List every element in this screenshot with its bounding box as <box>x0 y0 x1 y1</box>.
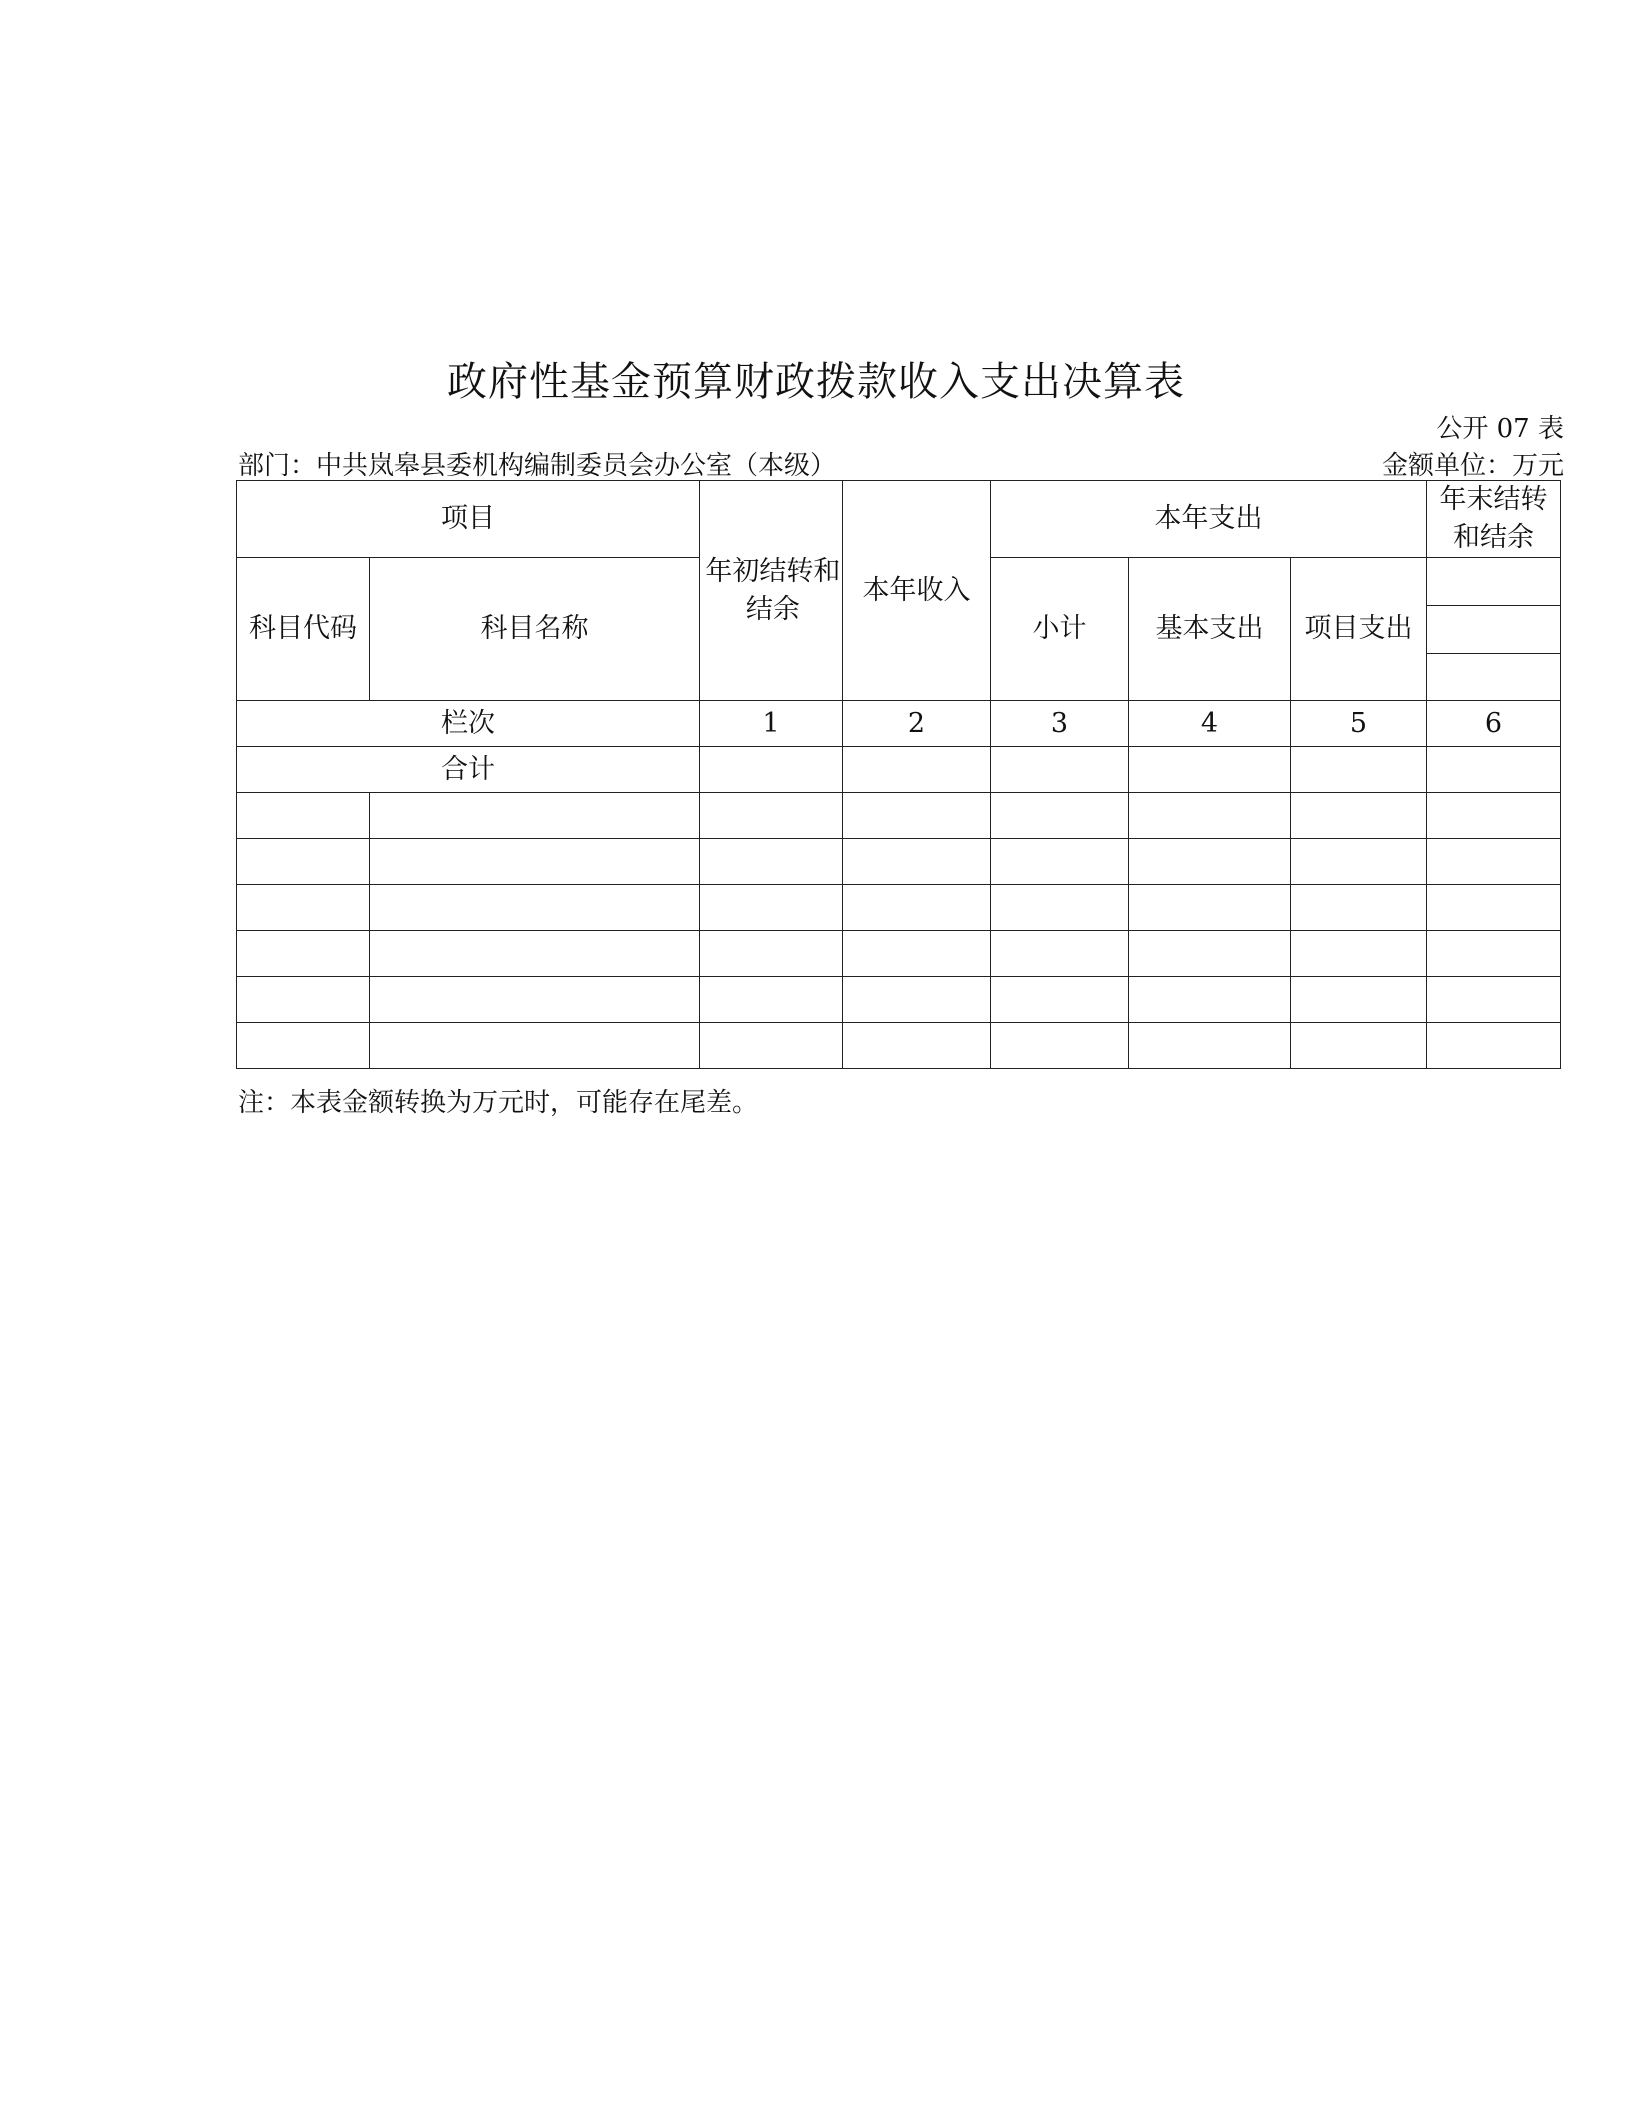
total-cell <box>1129 747 1291 793</box>
table-cell <box>1291 839 1427 885</box>
table-cell <box>843 977 991 1023</box>
header-project: 项目支出 <box>1291 558 1427 701</box>
table-cell <box>237 1023 370 1069</box>
table-cell <box>700 931 843 977</box>
header-code: 科目代码 <box>237 558 370 701</box>
table-cell <box>991 885 1129 931</box>
table-cell <box>237 839 370 885</box>
form-number: 公开 07 表 <box>1436 414 1564 444</box>
table-cell <box>370 839 700 885</box>
table-cell <box>1129 977 1291 1023</box>
department-label: 部门：中共岚皋县委机构编制委员会办公室（本级） <box>238 451 837 481</box>
table-cell <box>1427 977 1561 1023</box>
table-cell <box>1427 793 1561 839</box>
header-item: 项目 <box>237 481 700 558</box>
table-cell <box>1129 885 1291 931</box>
table-cell <box>1291 977 1427 1023</box>
table-cell <box>237 931 370 977</box>
table-cell <box>237 977 370 1023</box>
table-cell <box>991 977 1129 1023</box>
table-cell <box>370 793 700 839</box>
table-cell <box>991 839 1129 885</box>
table-cell <box>1291 931 1427 977</box>
table-cell <box>843 931 991 977</box>
budget-table <box>236 480 1561 1069</box>
table-cell <box>700 839 843 885</box>
table-cell <box>1427 931 1561 977</box>
total-cell <box>991 747 1129 793</box>
total-label: 合计 <box>237 747 700 793</box>
header-basic: 基本支出 <box>1129 558 1291 701</box>
table-cell <box>237 885 370 931</box>
header-end-balance-text: 年末结转和结余 <box>1439 484 1548 553</box>
table-cell <box>1129 839 1291 885</box>
total-cell <box>1291 747 1427 793</box>
column-number: 6 <box>1427 701 1561 747</box>
total-cell <box>1427 747 1561 793</box>
table-cell <box>1129 1023 1291 1069</box>
table-cell <box>1129 931 1291 977</box>
table-cell <box>1427 885 1561 931</box>
footnote: 注：本表金额转换为万元时，可能存在尾差。 <box>238 1088 759 1118</box>
table-cell <box>843 793 991 839</box>
table-cell <box>991 931 1129 977</box>
table-cell <box>843 1023 991 1069</box>
header-subtotal: 小计 <box>991 558 1129 701</box>
column-number: 1 <box>700 701 843 747</box>
end-balance-sub-cell <box>1427 606 1561 654</box>
end-balance-sub-cell <box>1427 654 1561 701</box>
table-cell <box>700 885 843 931</box>
table-cell <box>1291 793 1427 839</box>
table-row <box>237 839 1561 885</box>
column-number: 3 <box>991 701 1129 747</box>
table-cell <box>991 1023 1129 1069</box>
table-cell <box>991 793 1129 839</box>
unit-label: 金额单位：万元 <box>1381 451 1564 481</box>
table-cell <box>370 1023 700 1069</box>
table-cell <box>843 885 991 931</box>
table-cell <box>1291 885 1427 931</box>
header-expense: 本年支出 <box>991 481 1427 558</box>
header-begin-balance <box>700 481 843 701</box>
table-cell <box>237 793 370 839</box>
table-cell <box>700 793 843 839</box>
column-number: 5 <box>1291 701 1427 747</box>
table-row <box>237 931 1561 977</box>
table-row <box>237 885 1561 931</box>
column-number: 2 <box>843 701 991 747</box>
table-cell <box>370 885 700 931</box>
table-cell <box>700 1023 843 1069</box>
table-row <box>237 793 1561 839</box>
page-title: 政府性基金预算财政拨款收入支出决算表 <box>447 359 1185 405</box>
table-cell <box>1427 1023 1561 1069</box>
table-cell <box>370 977 700 1023</box>
total-cell <box>700 747 843 793</box>
table-cell <box>1129 793 1291 839</box>
table-cell <box>1427 839 1561 885</box>
table-cell <box>1291 1023 1427 1069</box>
header-end-balance <box>1427 481 1561 558</box>
header-income: 本年收入 <box>843 481 991 701</box>
table-cell <box>843 839 991 885</box>
column-number: 4 <box>1129 701 1291 747</box>
total-cell <box>843 747 991 793</box>
table-row <box>237 1023 1561 1069</box>
table-cell <box>370 931 700 977</box>
table-cell <box>700 977 843 1023</box>
column-row-label: 栏次 <box>237 701 700 747</box>
table-row <box>237 977 1561 1023</box>
end-balance-sub-cell <box>1427 558 1561 606</box>
header-begin-balance-text: 年初结转和结余 <box>705 555 841 625</box>
header-name: 科目名称 <box>370 558 700 701</box>
